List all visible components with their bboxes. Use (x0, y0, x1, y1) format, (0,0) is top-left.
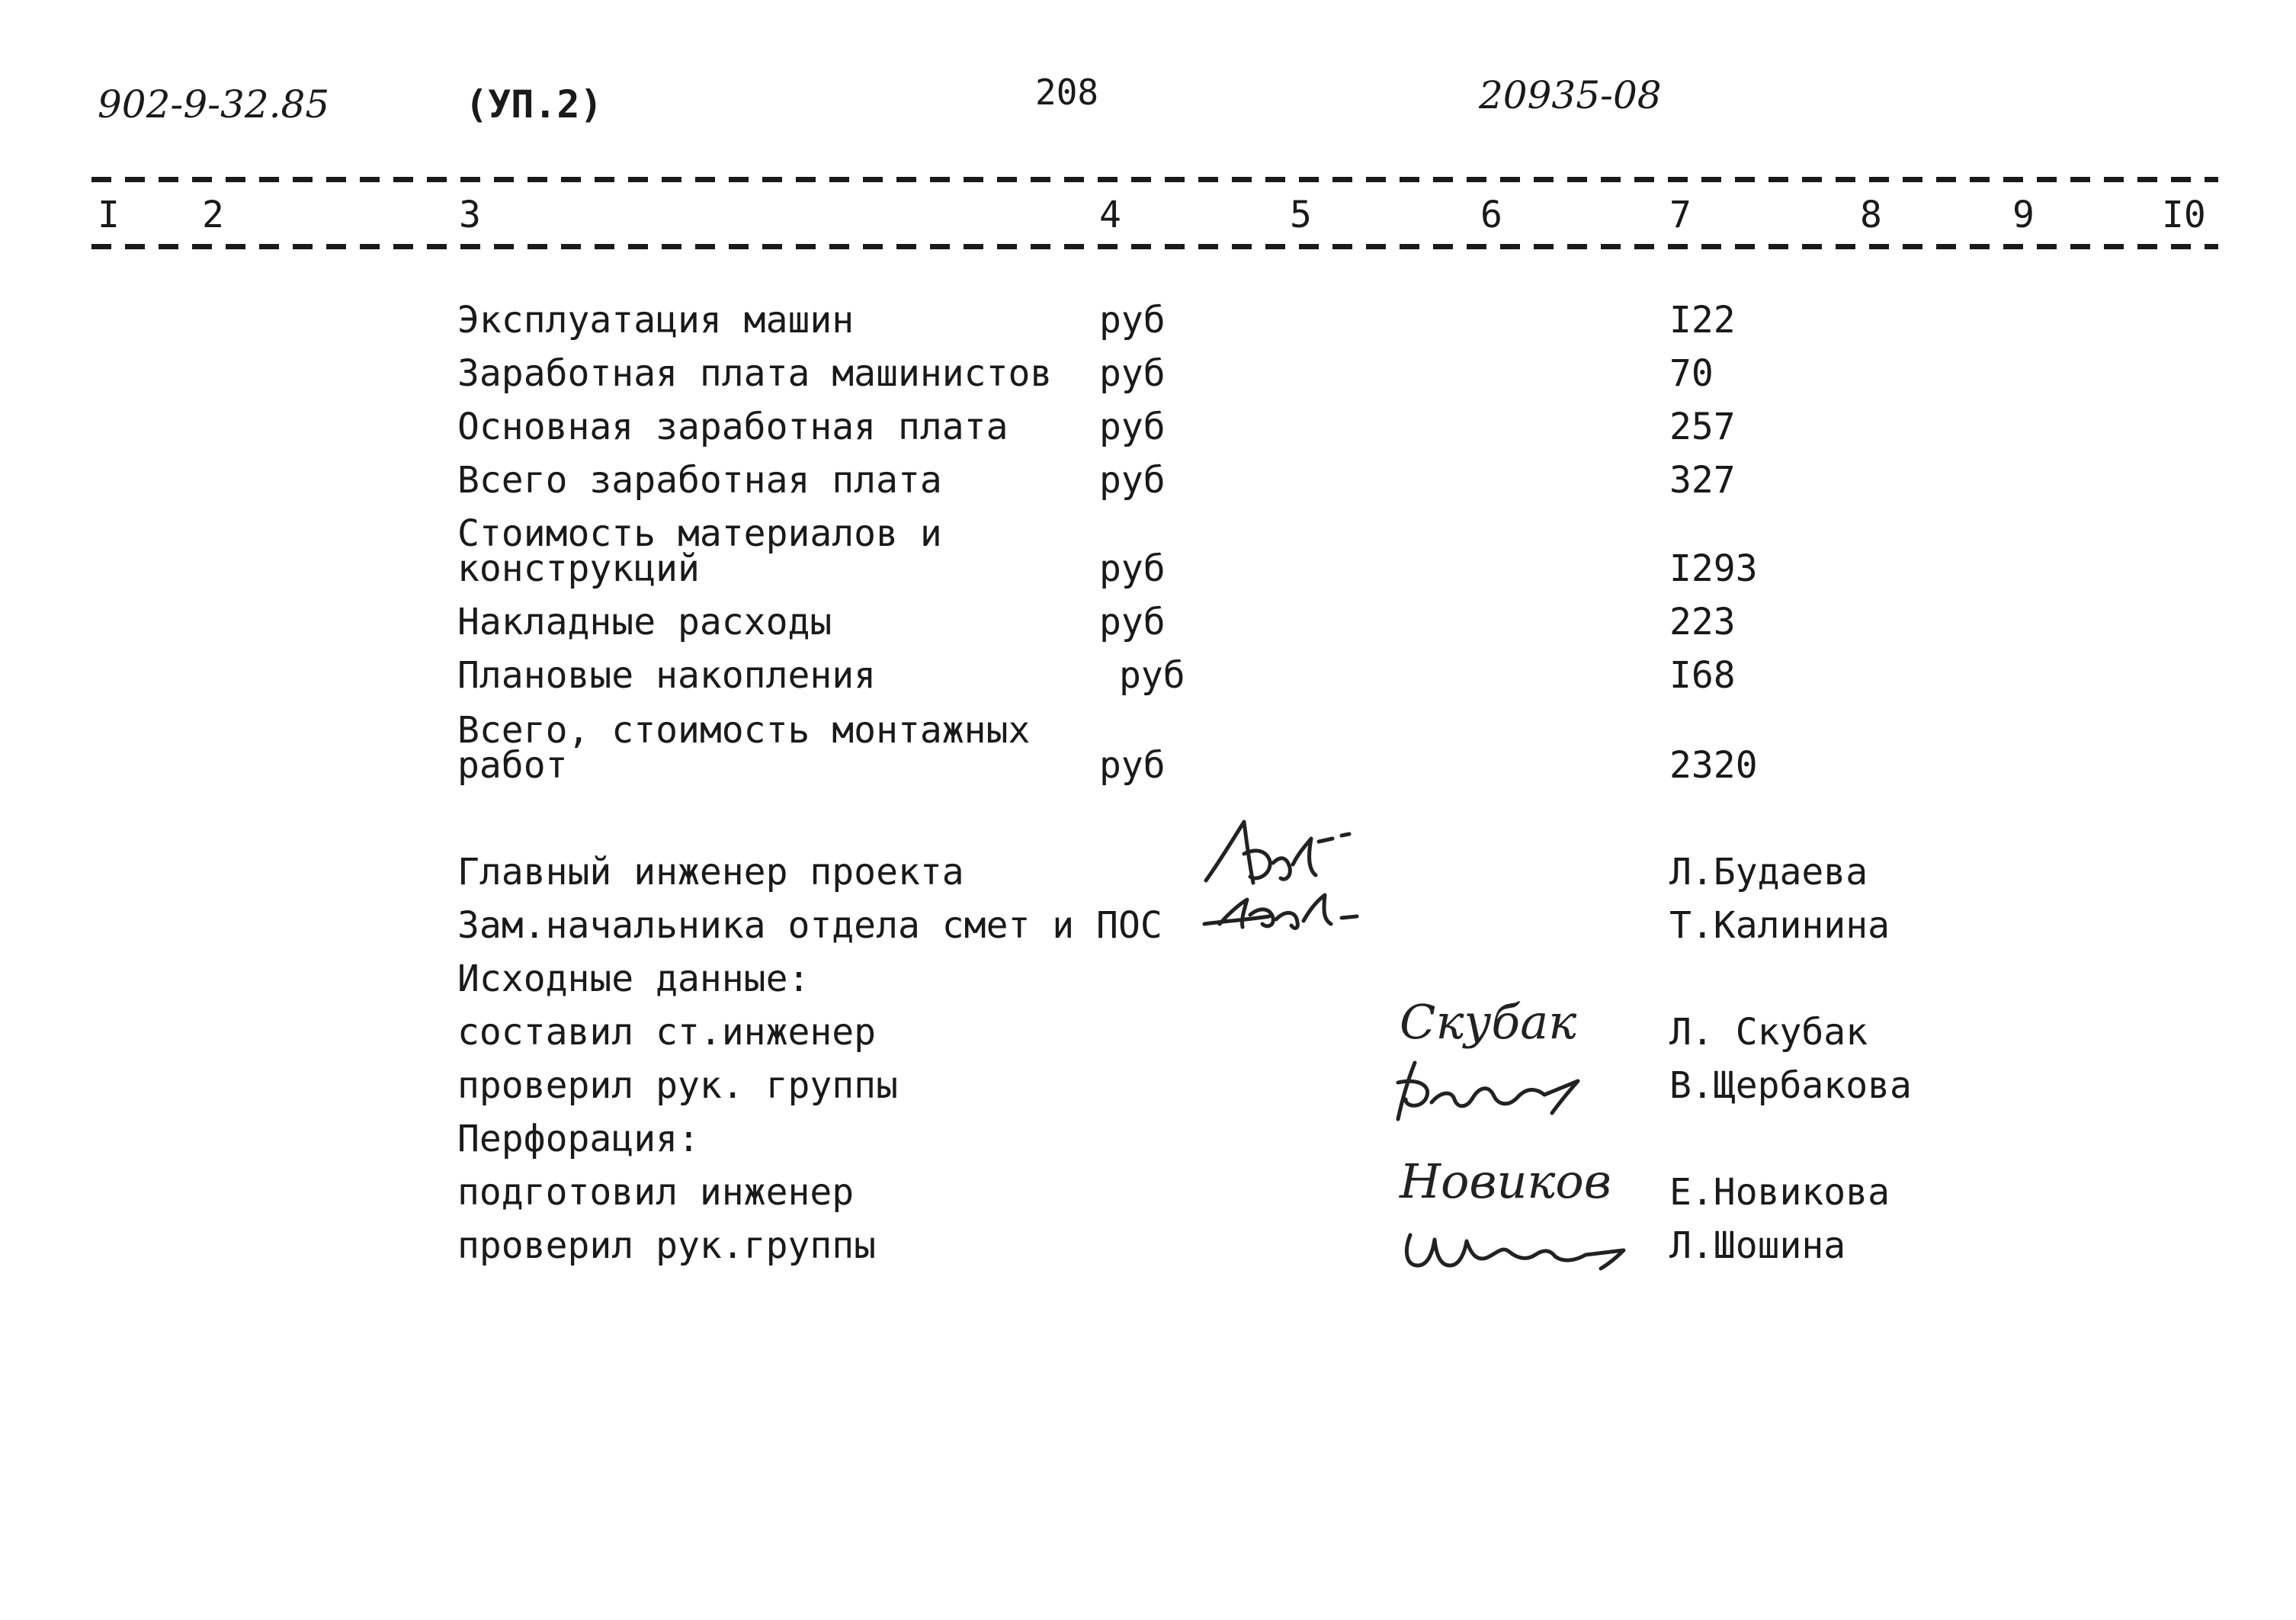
cost-row-name: Накладные расходы (457, 601, 832, 643)
cost-row-unit: руб (1099, 744, 1166, 787)
signatory-role: Зам.начальника отдела смет и ПОС (457, 904, 1162, 947)
signatory-name: Т.Калинина (1669, 904, 1890, 947)
signature-kalinina (1197, 884, 1425, 953)
cost-row-value: I22 (1669, 299, 1736, 342)
document-code: 902-9-32.85 (98, 82, 330, 127)
column-number: I0 (2162, 194, 2206, 236)
column-number: 7 (1669, 194, 1692, 236)
column-number: 3 (459, 194, 481, 236)
header-bottom-rule (91, 244, 2218, 249)
cost-row-unit: руб (1099, 547, 1166, 590)
column-number: 9 (2012, 194, 2035, 236)
signature-novikova (1395, 1147, 1647, 1216)
signatory-role: проверил рук. группы (457, 1064, 898, 1107)
inventory-number: 20935-08 (1479, 73, 1662, 117)
cost-row-value: 2320 (1669, 744, 1758, 787)
column-number: 4 (1099, 194, 1121, 236)
cost-row-unit: руб (1119, 654, 1185, 697)
cost-row-name: Заработная плата машинистов (457, 352, 1053, 395)
signatory-role: Главный инженер проекта (457, 851, 964, 893)
album-label: (УП.2) (465, 82, 603, 127)
cost-row-unit: руб (1099, 406, 1166, 448)
cost-row-name-continued: работ (457, 744, 568, 787)
cost-row-name: Основная заработная плата (457, 406, 1009, 448)
signature-novikova-text: Новиков (1400, 1153, 1611, 1209)
cost-row-value: I293 (1669, 547, 1758, 590)
section-heading: Перфорация: (457, 1118, 700, 1160)
signatory-name: Л.Будаева (1669, 851, 1868, 893)
cost-row-unit: руб (1099, 352, 1166, 395)
column-number: I (98, 194, 120, 236)
cost-row-unit: руб (1099, 459, 1166, 502)
cost-row-value: 257 (1669, 406, 1736, 448)
signatory-name: Л. Скубак (1669, 1011, 1868, 1054)
cost-row-value: 223 (1669, 601, 1736, 643)
section-heading: Исходные данные: (457, 958, 810, 1000)
cost-row-value: 327 (1669, 459, 1736, 502)
header-top-rule (91, 177, 2218, 182)
signatory-role: проверил рук.группы (457, 1224, 877, 1267)
signatory-name: В.Щербакова (1669, 1064, 1912, 1107)
signatory-role: подготовил инженер (457, 1171, 855, 1214)
cost-row-name: Стоимость материалов и (457, 512, 942, 555)
cost-row-value: 70 (1669, 352, 1714, 395)
cost-row-name: Эксплуатация машин (457, 299, 855, 342)
cost-row-value: I68 (1669, 654, 1736, 697)
column-number: 2 (202, 194, 224, 236)
cost-row-name: Плановые накопления (457, 654, 877, 697)
cost-row-unit: руб (1099, 601, 1166, 643)
column-number: 5 (1290, 194, 1312, 236)
page-number: 208 (1035, 72, 1099, 113)
signatory-role: составил ст.инженер (457, 1011, 877, 1054)
cost-row-name-continued: конструкций (457, 547, 700, 590)
cost-row-name: Всего, стоимость монтажных (457, 709, 1031, 752)
signature-shoshina (1395, 1212, 1647, 1281)
cost-row-name: Всего заработная плата (457, 459, 942, 502)
column-number: 8 (1860, 194, 1882, 236)
signature-shcherbakova (1387, 1052, 1631, 1128)
cost-row-unit: руб (1099, 299, 1166, 342)
signatory-name: Л.Шошина (1669, 1224, 1846, 1267)
signature-skubak (1395, 991, 1601, 1060)
column-number: 6 (1480, 194, 1502, 236)
signatory-name: Е.Новикова (1669, 1171, 1890, 1214)
signature-skubak-text: Скубак (1400, 994, 1577, 1050)
